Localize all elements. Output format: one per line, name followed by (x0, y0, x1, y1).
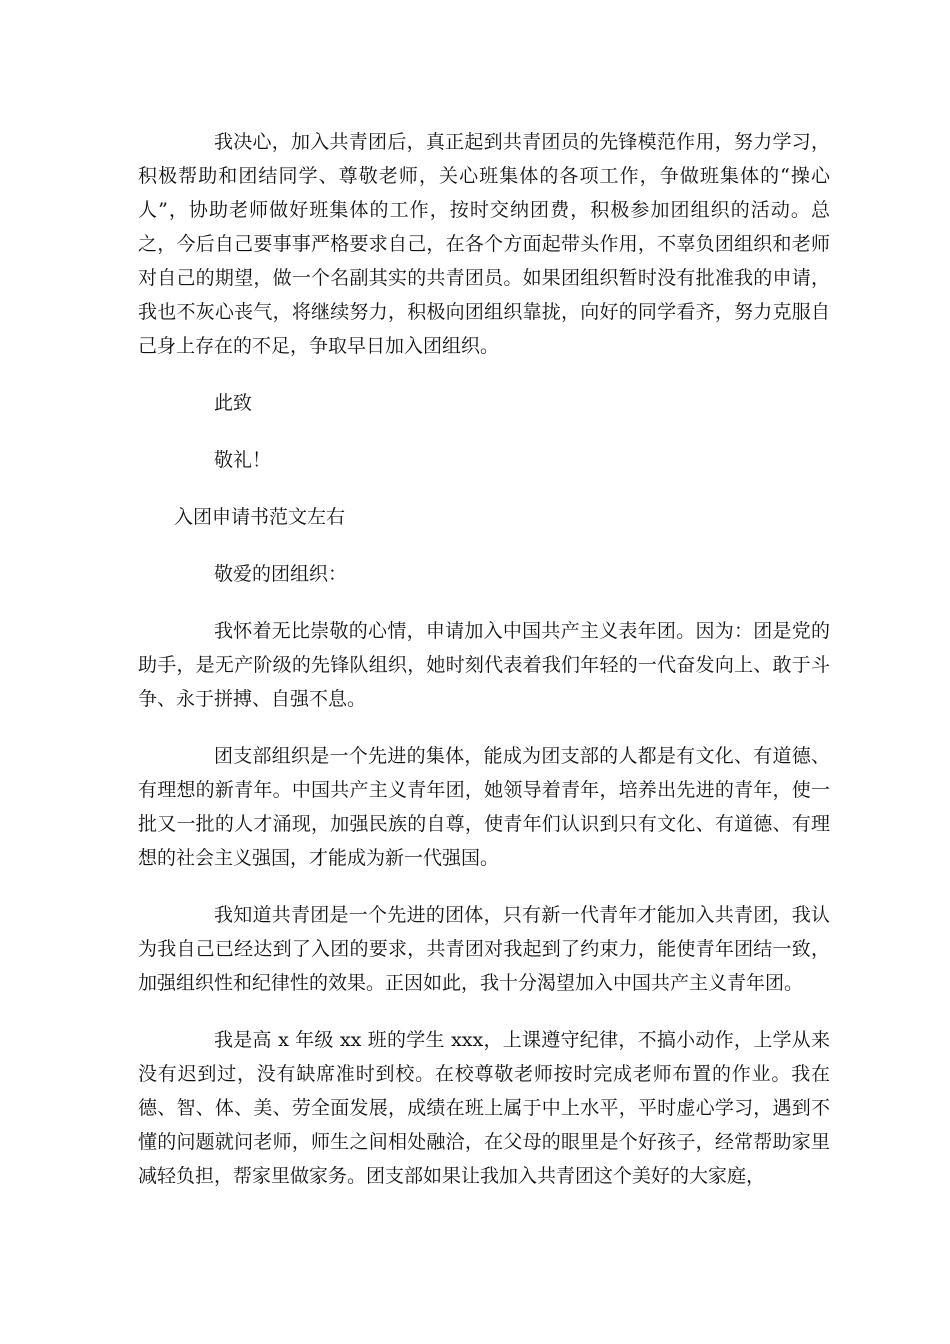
closing-regards: 敬礼！ (214, 449, 272, 471)
paragraph-self-introduction: 我是高 x 年级 xx 班的学生 xxx，上课遵守纪律，不搞小动作，上学从来没有迟到过，没有缺席准时到校。在校尊敬老师按时完成老师布置的作业。我在德、智、体、美、劳全面发展，成绩在班上属于中上水平，平时虚心学习，遇到不懂的问题就问老师，师生之间相处融洽，在父母的眼里是个好孩子，经常帮助家里减轻负担，帮家里做家务。团支部如果让我加入共青团这个美好的大家庭， (138, 1029, 830, 1187)
document-body (138, 125, 830, 1216)
paragraph-league-understanding: 我知道共青团是一个先进的团体，只有新一代青年才能加入共青团，我认为我自己已经达到了入团的要求，共青团对我起到了约束力，能使青年团结一致，加强组织性和纪律性的效果。正因如此，我十分渴望加入中国共产主义青年团。 (138, 904, 830, 994)
paragraph-branch-description: 团支部组织是一个先进的集体，能成为团支部的人都是有文化、有道德、有理想的新青年。中国共产主义青年团，她领导着青年，培养出先进的青年，使一批又一批的人才涌现，加强民族的自尊，使青年们认识到只有文化、有道德、有理想的社会主义强国，才能成为新一代强国。 (138, 745, 830, 869)
section-heading: 入团申请书范文左右 (174, 506, 346, 528)
paragraph-application-intro: 我怀着无比崇敬的心情，申请加入中国共产主义表年团。因为：团是党的助手，是无产阶级的先锋队组织，她时刻代表着我们年轻的一代奋发向上、敢于斗争、永于拼搏、自强不息。 (138, 620, 830, 710)
letter-greeting: 敬爱的团组织： (214, 563, 348, 585)
closing-salutation: 此致 (214, 392, 253, 414)
paragraph-resolution: 我决心，加入共青团后，真正起到共青团员的先锋模范作用，努力学习，积极帮助和团结同学、尊敬老师，关心班集体的各项工作，争做班集体的“操心人”，协助老师做好班集体的工作，按时交纳团费，积极参加团组织的活动。总之，今后自己要事事严格要求自己，在各个方面起带头作用，不辜负团组织和老师对自己的期望，做一个名副其实的共青团员。如果团组织暂时没有批准我的申请，我也不灰心丧气，将继续努力，积极向团组织靠拢，向好的同学看齐，努力克服自己身上存在的不足，争取早日加入团组织。 (138, 131, 830, 357)
